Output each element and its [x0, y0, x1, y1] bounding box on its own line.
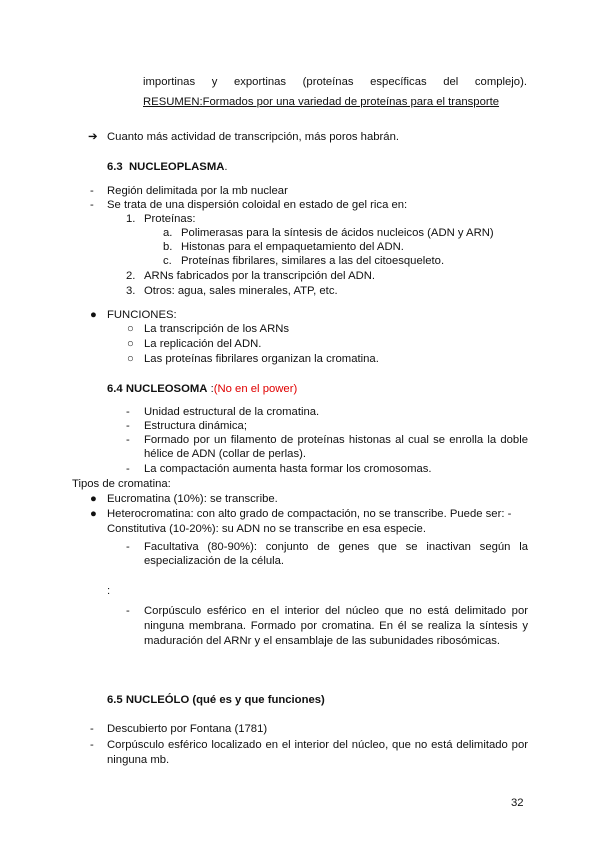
summary-line: RESUMEN:Formados por una variedad de proteínas para el transporte [143, 96, 500, 108]
bullet-icon: ● [90, 309, 97, 321]
list-marker: 3. [126, 285, 136, 297]
list-marker: - [126, 463, 130, 475]
circle-bullet-icon: ○ [127, 338, 134, 350]
arrow-note-text: Cuanto más actividad de transcripción, más poros habrán. [107, 131, 399, 143]
list-marker: - [126, 420, 130, 432]
chromatin-types-label: Tipos de cromatina: [72, 478, 171, 490]
heading-number: 6.3 [107, 161, 123, 173]
list-marker: - [126, 605, 130, 617]
heading-title: 6.4 NUCLEOSOMA [107, 383, 208, 395]
list-marker: a. [163, 227, 173, 239]
list-item: Histonas para el empaquetamiento del ADN. [181, 241, 404, 253]
list-item: Corpúsculo esférico localizado en el interior del núcleo, que no está delimitado por [107, 739, 528, 751]
list-item: Proteínas: [144, 213, 196, 225]
list-item: Heterocromatina: con alto grado de compactación, no se transcribe. Puede ser: - [107, 508, 512, 520]
intro-line: importinas y exportinas (proteínas específicas del complejo). [143, 76, 527, 88]
list-marker: - [90, 723, 94, 735]
list-item: Polimerasas para la síntesis de ácidos nucleicos (ADN y ARN) [181, 227, 494, 239]
section-heading-6-5: 6.5 NUCLEÓLO (qué es y que funciones) [107, 694, 325, 706]
list-item: Las proteínas fibrilares organizan la cromatina. [144, 353, 379, 365]
list-item: Corpúsculo esférico en el interior del núcleo que no está delimitado por [144, 605, 528, 617]
list-item-continuation: ninguna mb. [107, 754, 170, 766]
list-marker: 2. [126, 270, 136, 282]
section-heading-6-4 [107, 382, 297, 396]
list-marker: - [126, 406, 130, 418]
list-marker: - [126, 541, 130, 553]
list-item: La transcripción de los ARNs [144, 323, 290, 335]
stray-colon: : [107, 585, 111, 597]
list-item: La compactación aumenta hasta formar los cromosomas. [144, 463, 432, 475]
list-item-continuation: Constitutiva (10-20%): su ADN no se transcribe en esa especie. [107, 523, 426, 535]
list-item-continuation: especialización de la célula. [144, 555, 285, 567]
list-marker: b. [163, 241, 173, 253]
list-item: Otros: agua, sales minerales, ATP, etc. [144, 285, 338, 297]
list-marker: - [90, 199, 94, 211]
functions-label: FUNCIONES: [107, 309, 177, 321]
arrow-bullet-icon: ➔ [88, 131, 98, 143]
heading-title: NUCLEOPLASMA [129, 161, 225, 173]
list-item-continuation: ninguna membrana. Formado por cromatina. En él se realiza la síntesis y [144, 620, 528, 632]
circle-bullet-icon: ○ [127, 353, 134, 365]
list-item: Unidad estructural de la cromatina. [144, 406, 320, 418]
list-item: Se trata de una dispersión coloidal en estado de gel rica en: [107, 199, 408, 211]
heading-separator: : [207, 383, 214, 395]
bullet-icon: ● [90, 508, 97, 520]
list-item: Descubierto por Fontana (1781) [107, 723, 268, 735]
list-marker: - [90, 739, 94, 751]
list-marker: - [126, 434, 130, 446]
list-item-continuation: maduración del ARNr y el ensamblaje de las subunidades ribosómicas. [144, 635, 501, 647]
list-marker: c. [163, 255, 172, 267]
bullet-icon: ● [90, 493, 97, 505]
list-item: La replicación del ADN. [144, 338, 262, 350]
circle-bullet-icon: ○ [127, 323, 134, 335]
list-item-continuation: hélice de ADN (collar de perlas). [144, 448, 306, 460]
list-item: Proteínas fibrilares, similares a las del citoesqueleto. [181, 255, 445, 267]
list-marker: - [90, 185, 94, 197]
section-heading-6-3 [107, 160, 228, 174]
list-item: Región delimitada por la mb nuclear [107, 185, 288, 197]
page-number: 32 [511, 797, 524, 809]
list-item: Eucromatina (10%): se transcribe. [107, 493, 278, 505]
list-item: Formado por un filamento de proteínas histonas al cual se enrolla la doble [144, 434, 528, 446]
heading-dot: . [224, 161, 228, 173]
heading-note: (No en el power) [213, 383, 298, 395]
list-item: ARNs fabricados por la transcripción del ADN. [144, 270, 376, 282]
list-item: Estructura dinámica; [144, 420, 247, 432]
list-marker: 1. [126, 213, 136, 225]
list-item: Facultativa (80-90%): conjunto de genes que se inactivan según la [144, 541, 528, 553]
